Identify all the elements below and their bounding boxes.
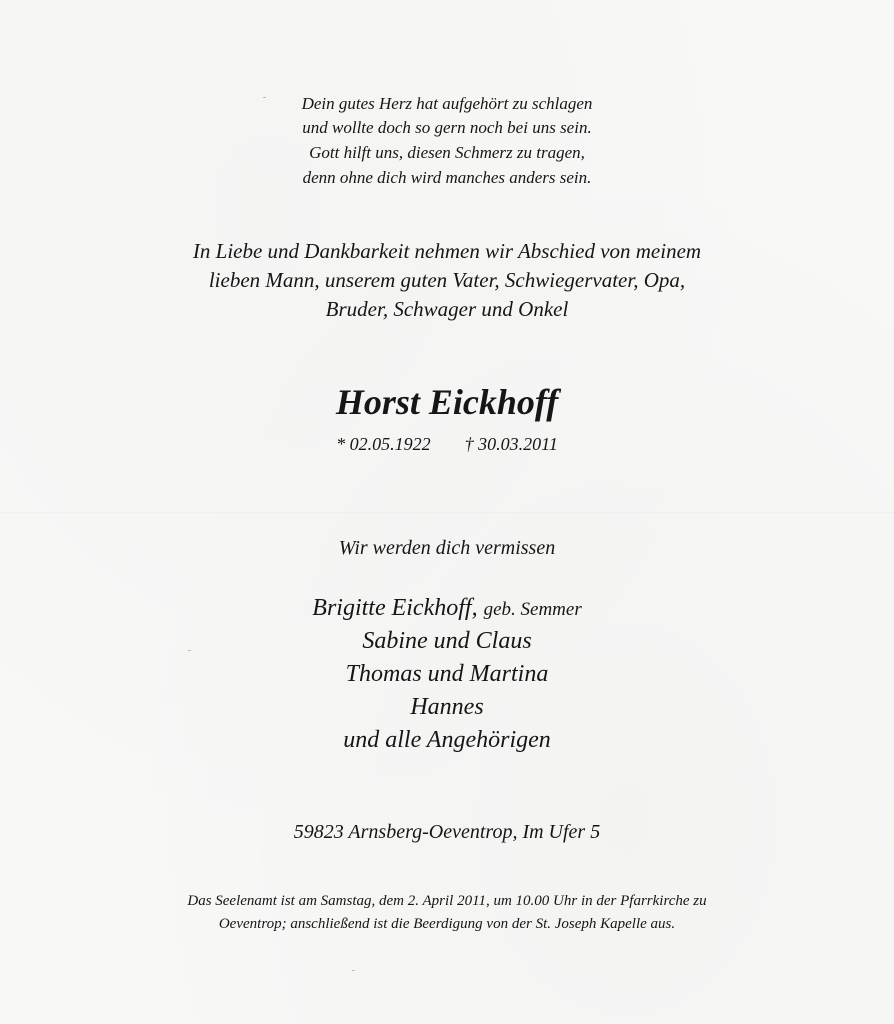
scan-speck <box>263 97 266 98</box>
birth-date: * 02.05.1922 <box>336 434 431 454</box>
mourner-suffix: geb. Semmer <box>483 599 582 620</box>
paper-fold <box>0 512 894 514</box>
scan-speck <box>188 650 191 651</box>
mourner-name: Sabine und Claus <box>362 628 532 654</box>
poem-line: Gott hilft uns, diesen Schmerz zu tragen, <box>309 143 585 162</box>
scan-speck <box>352 970 355 971</box>
poem-line: Dein gutes Herz hat aufgehört zu schlagen <box>301 94 593 113</box>
death-date: † 30.03.2011 <box>464 434 558 454</box>
mourner-name: Hannes <box>410 694 484 720</box>
intro-line: In Liebe und Dankbarkeit nehmen wir Abschied von meinem <box>192 239 702 263</box>
mourner-main: Brigitte Eickhoff, <box>312 595 478 621</box>
life-dates <box>0 432 894 456</box>
service-line: Oeventrop; anschließend ist die Beerdigung von der St. Joseph Kapelle aus. <box>218 916 676 932</box>
deceased-name: Horst Eickhoff <box>335 382 559 422</box>
poem-line: denn ohne dich wird manches anders sein. <box>302 168 592 187</box>
mourner-name: und alle Angehörigen <box>343 727 551 753</box>
mourner-name: Thomas und Martina <box>345 661 549 687</box>
intro-line: lieben Mann, unserem guten Vater, Schwiegervater, Opa, <box>208 268 686 292</box>
poem-line: und wollte doch so gern noch bei uns sein. <box>302 118 592 137</box>
mourners-heading: Wir werden dich vermissen <box>338 537 556 559</box>
intro-line: Bruder, Schwager und Onkel <box>325 297 569 321</box>
mourner-name <box>0 592 894 626</box>
service-line: Das Seelenamt ist am Samstag, dem 2. April 2011, um 10.00 Uhr in der Pfarrkirche zu <box>187 893 707 909</box>
address: 59823 Arnsberg-Oeventrop, Im Ufer 5 <box>293 821 601 843</box>
